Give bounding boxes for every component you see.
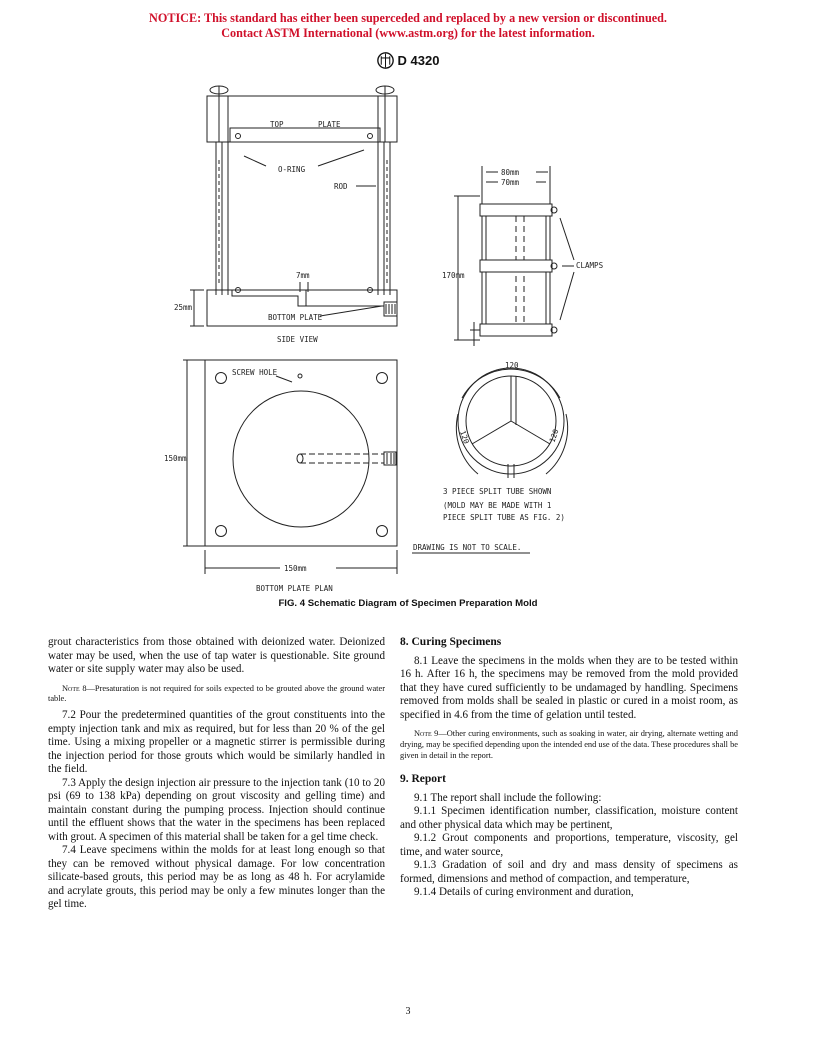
label-rod: ROD: [334, 182, 348, 191]
label-top: TOP: [270, 120, 284, 129]
notice-banner: [0, 11, 816, 41]
clamp-middle: [480, 260, 552, 272]
label-angle-left: 120: [457, 429, 472, 446]
label-not-to-scale: DRAWING IS NOT TO SCALE.: [413, 543, 522, 552]
bottom-plate-plan-outline: [205, 360, 397, 546]
label-side-view: SIDE VIEW: [277, 335, 318, 344]
paragraph-8-1: 8.1 Leave the specimens in the molds when they are to be tested within 16 h. After 16 h, the specimens may be removed from the mold provided that they have cured sufficiently to be undamaged by handling. Specimens removed from molds shall be sealed in plastic or cured in a moist room, as specified in 4.6 from the time of gelation until tested.: [400, 654, 738, 721]
label-25mm: 25mm: [174, 303, 193, 312]
note-9-text: —Other curing environments, such as soaking in water, air drying, alternate wetting and drying, may be specified depending upon the intended end use of the data. These procedures shall be given in detail in the report.: [400, 729, 738, 760]
paragraph-9-1: 9.1 The report shall include the following:: [414, 791, 602, 804]
paragraph-9-1-1: 9.1.1 Specimen identification number, classification, moisture content and other physical data which may be pertinent,: [400, 805, 738, 831]
left-column: [48, 636, 385, 912]
label-80mm: 80mm: [501, 168, 520, 177]
note-8: [48, 684, 385, 706]
designation-text: D 4320: [397, 53, 440, 68]
label-bottom-plate-plan: BOTTOM PLATE PLAN: [256, 584, 333, 593]
paragraph-7-2: 7.2 Pour the predetermined quantities of the grout constituents into the empty injection tank and mix as required, but for less than 20 % of the gel time. Using a mixing propeller or a magnetic stirrer is permissible during the injection period for those grouts which would be similarly handled in the field.: [48, 709, 385, 776]
label-split-tube-1: 3 PIECE SPLIT TUBE SHOWN: [443, 487, 552, 496]
page-number: 3: [405, 1006, 411, 1017]
mold-schematic-figure: [150, 80, 630, 595]
note-9-label: Note 9: [414, 729, 439, 738]
paragraph-7-4: 7.4 Leave specimens within the molds for at least long enough so that they can be removed without physical damage. For low concentration silicate-based grouts, this period may be as long as 48 h. For acrylamide and acrylate grouts, this period may be only a few minutes longer than the gel time.: [48, 844, 385, 911]
paragraph-9-1-2: 9.1.2 Grout components and proportions, temperature, viscosity, gel time, and water source,: [400, 832, 738, 858]
label-screw-hole: SCREW HOLE: [232, 368, 278, 377]
section-8-heading: 8. Curing Specimens: [400, 636, 502, 648]
specimen-circle: [233, 391, 369, 527]
label-split-tube-2: (MOLD MAY BE MADE WITH 1: [443, 501, 552, 510]
label-o-ring: O-RING: [278, 165, 306, 174]
label-7mm: 7mm: [296, 271, 310, 280]
right-column: [400, 636, 738, 900]
note-8-label: Note 8: [62, 683, 87, 693]
paragraph-7-1-continued: grout characteristics from those obtained with deionized water. Deionized water may be used, when the use of tap water is questionable. Site ground water or site supply water may also be used.: [48, 636, 385, 675]
clamp-top: [480, 204, 552, 216]
label-170mm: 170mm: [442, 271, 465, 280]
note-9: [400, 729, 738, 761]
label-150mm-horizontal: 150mm: [284, 564, 307, 573]
section-9-heading: 9. Report: [400, 773, 446, 786]
label-70mm: 70mm: [501, 178, 520, 187]
designation-header: [0, 52, 816, 69]
paragraph-9-1-4: 9.1.4 Details of curing environment and duration,: [414, 886, 634, 899]
label-angle-right: 120: [547, 427, 561, 444]
label-150mm-vertical: 150mm: [164, 454, 187, 463]
notice-line-2: Contact ASTM International (www.astm.org) for the latest information.: [221, 26, 595, 40]
label-clamps: CLAMPS: [576, 261, 604, 270]
astm-logo-icon: [377, 52, 394, 69]
label-bottom-plate: BOTTOM PLATE: [268, 313, 323, 322]
paragraph-9-1-3: 9.1.3 Gradation of soil and dry and mass density of specimens as formed, dimensions and method of compaction, and temperature,: [400, 859, 738, 885]
note-8-text: —Presaturation is not required for soils expected to be grouted above the ground water table.: [48, 683, 385, 704]
notice-line-1: NOTICE: This standard has either been superceded and replaced by a new version or discontinued.: [149, 11, 667, 25]
figure-caption: FIG. 4 Schematic Diagram of Specimen Preparation Mold: [278, 598, 538, 609]
label-plate: PLATE: [318, 120, 341, 129]
label-split-tube-3: PIECE SPLIT TUBE AS FIG. 2): [443, 513, 565, 522]
clamp-bottom: [480, 324, 552, 336]
label-angle-top: 120: [505, 361, 519, 370]
paragraph-7-3: 7.3 Apply the design injection air pressure to the injection tank (10 to 20 psi (69 to 138 kPa) depending on grout viscosity and gelling time) and maintain constant during the pumping process. Injection should continue until the effluent shows that the water in the specimens has been replaced with grout. A specimen of this material shall be taken for a gel time check.: [48, 776, 385, 843]
